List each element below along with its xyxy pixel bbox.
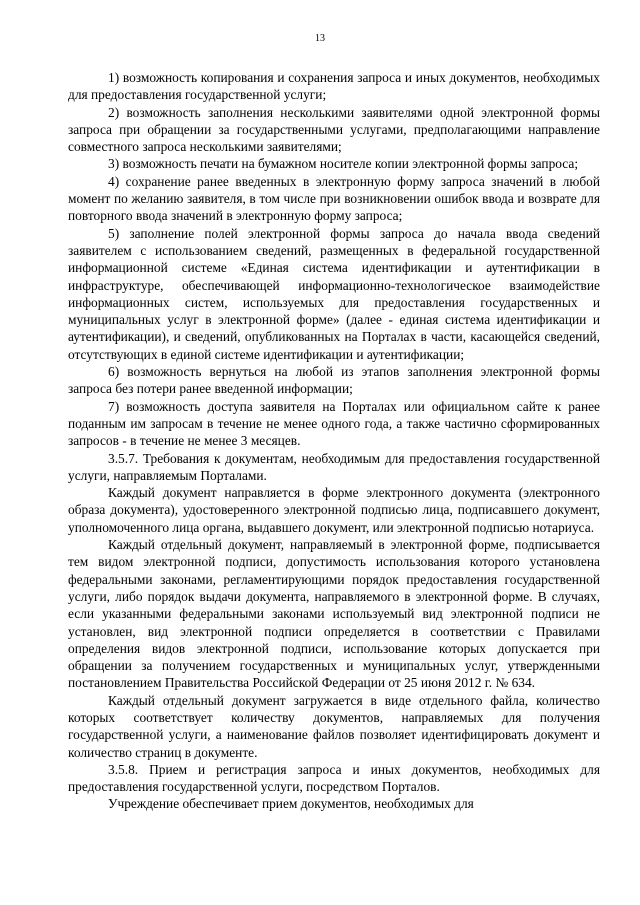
paragraph-item-7: 7) возможность доступа заявителя на Порталах или официальном сайте к ранее поданным им запросам в течение не менее одного года, а также частично сформированных запросов - в течение не менее 3 месяцев. bbox=[68, 398, 600, 449]
page-number: 13 bbox=[315, 33, 325, 44]
paragraph-item-2: 2) возможность заполнения несколькими заявителями одной электронной формы запроса при обращении за государственными услугами, предполагающими направление совместного запроса несколькими заявителями; bbox=[68, 104, 600, 155]
section-3-5-8-heading: 3.5.8. Прием и регистрация запроса и иных документов, необходимых для предоставления государственной услуги, посредством Порталов. bbox=[68, 761, 600, 795]
paragraph-file-upload: Каждый отдельный документ загружается в виде отдельного файла, количество которых соответствует количеству документов, направляемых для получения государственной услуги, а наименование файлов позволяет идентифицировать документ и количество страниц в документе. bbox=[68, 692, 600, 760]
paragraph-item-4: 4) сохранение ранее введенных в электронную форму запроса значений в любой момент по желанию заявителя, в том числе при возникновении ошибок ввода и возврате для повторного ввода значений в электронную форму запроса; bbox=[68, 173, 600, 224]
paragraph-document-format: Каждый документ направляется в форме электронного документа (электронного образа документа), удостоверенного электронной подписью лица, подписавшего документ, уполномоченного лица органа, выдавшего документ, или электронной подписью нотариуса. bbox=[68, 485, 600, 535]
paragraph-electronic-signature: Каждый отдельный документ, направляемый в электронной форме, подписывается тем видом электронной подписи, допустимость использования которого установлена федеральными законами, регламентирующими порядок предоставления государственной услуги, либо порядок выдачи документа, направляемого в электронной форме. В случаях, если указанными федеральными законами используемый вид электронной подписи не установлен, вид электронной подписи определяется в соответствии с Правилами определения видов электронной подписи, использование которых допускается при обращении за получением государственных и муниципальных услуг, утвержденными постановлением Правительства Российской Федерации от 25 июня 2012 г. № 634. bbox=[68, 537, 600, 691]
paragraph-item-3: 3) возможность печати на бумажном носителе копии электронной формы запроса; bbox=[108, 156, 579, 172]
paragraph-item-5: 5) заполнение полей электронной формы запроса до начала ввода сведений заявителем с использованием сведений, размещенных в федеральной государственной информационной системе «Единая система идентификации и аутентификации в инфраструктуре, обеспечивающей информационно-технологическое взаимодействие информационных систем, используемых для предоставления государственных и муниципальных услуг в электронной форме» (далее - единая система идентификации и аутентификации), и сведений, опубликованных на Порталах в части, касающейся сведений, отсутствующих в единой системе идентификации и аутентификации; bbox=[68, 225, 600, 362]
document-body bbox=[68, 69, 600, 813]
paragraph-institution-intake: Учреждение обеспечивает прием документов, необходимых для bbox=[108, 796, 474, 812]
paragraph-item-1: 1) возможность копирования и сохранения запроса и иных документов, необходимых для предоставления государственной услуги; bbox=[68, 70, 600, 103]
section-3-5-7-heading: 3.5.7. Требования к документам, необходимым для предоставления государственной услуги, направляемым Порталами. bbox=[68, 450, 600, 483]
paragraph-item-6: 6) возможность вернуться на любой из этапов заполнения электронной формы запроса без потери ранее введенной информации; bbox=[68, 364, 600, 397]
